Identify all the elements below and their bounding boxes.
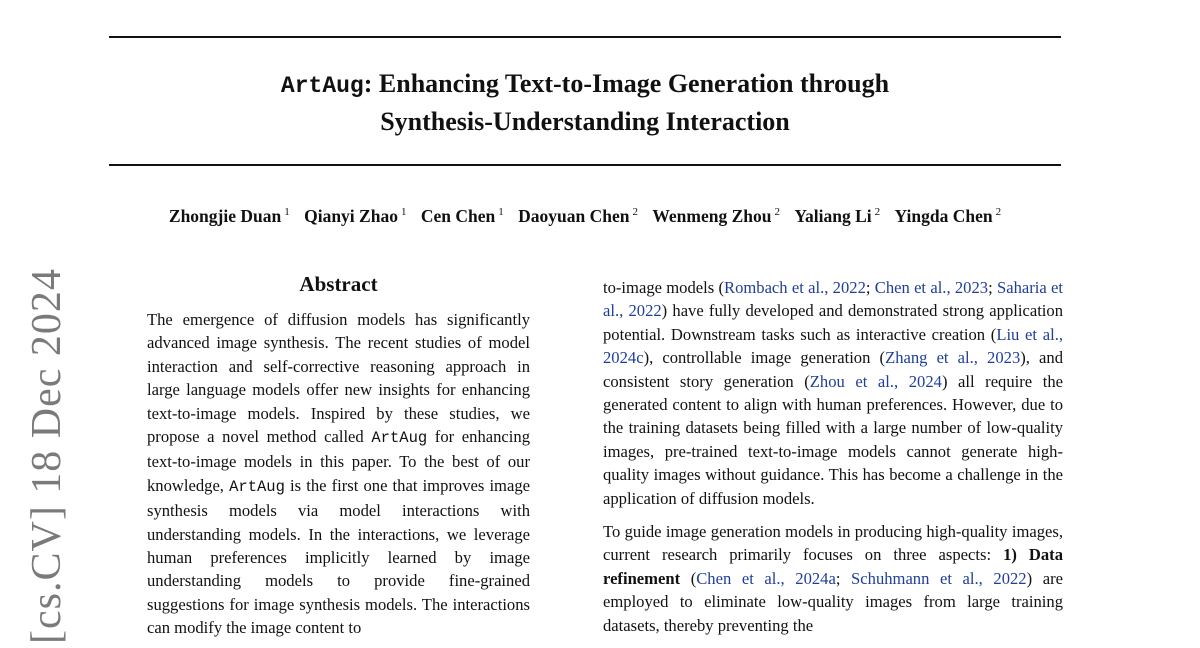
- citation-link[interactable]: Chen et al., 2024a: [696, 568, 836, 588]
- system-name-inline: ArtAug: [229, 477, 285, 496]
- title-line2: Synthesis-Understanding Interaction: [380, 107, 790, 136]
- intro-paragraph-2: To guide image generation models in producing high-quality images, current research primarily focuses on three aspects: 1) Data refinement (Chen et al., 2024a; Schuhmann et al., 2022) are employed to eliminate low-quality images from large training datasets, thereby preventing the: [603, 522, 1064, 635]
- author-list: [0, 206, 1170, 227]
- abstract-heading: Abstract: [299, 272, 378, 296]
- author: Zhongjie Duan $^1$: [168, 206, 290, 226]
- author: Daoyuan Chen $^2$: [518, 206, 638, 226]
- intro-paragraph-1: to-image models (Rombach et al., 2022; Chen et al., 2023; Saharia et al., 2022) have fully developed and demonstrated strong application potential. Downstream tasks such as interactive creation (Liu et al., 2024c), controllable image generation (Zhang et al., 2023), and consistent story generation (Zhou et al., 2024) all require the generated content to align with human preferences. However, due to the training datasets being filled with a large number of low-quality images, pre-trained text-to-image models cannot generate high-quality images without guidance. This has become a challenge in the application of diffusion models.: [603, 278, 1064, 508]
- paper-title: [109, 66, 1061, 140]
- abstract-body: The emergence of diffusion models has significantly advanced image synthesis. The recent studies of model interaction and self-corrective reasoning approach in large language models offer new insights for enhancing text-to-image models. Inspired by these studies, we propose a novel method called ArtAug for enhancing text-to-image models in this paper. To the best of our knowledge, ArtAug is the first one that improves image synthesis models via model interactions with understanding models. In the interactions, we leverage human preferences implicitly learned by image understanding models to provide fine-grained suggestions for image synthesis models. The interactions can modify the image content to: [147, 310, 530, 638]
- title-rule-top: [109, 36, 1061, 38]
- author: Qianyi Zhao $^1$: [304, 206, 407, 226]
- citation-link[interactable]: Schuhmann et al., 2022: [851, 568, 1027, 588]
- citation-link[interactable]: Saharia et al., 2022: [603, 278, 1063, 321]
- author: Cen Chen $^1$: [420, 206, 504, 226]
- citation-link[interactable]: Zhou et al., 2024: [809, 371, 942, 391]
- bold-term: 1) Data refinement: [603, 545, 1064, 588]
- author: Yaliang Li $^2$: [794, 206, 881, 226]
- citation-link[interactable]: Chen et al., 2023: [874, 278, 989, 297]
- author: Wenmeng Zhou $^2$: [652, 206, 780, 226]
- citation-link[interactable]: Liu et al., 2024c: [603, 324, 1064, 368]
- system-name-inline: ArtAug: [371, 429, 428, 448]
- citation-link[interactable]: Zhang et al., 2023: [885, 348, 1021, 368]
- intro-column: [603, 276, 1063, 637]
- title-rule-bottom: [109, 164, 1061, 166]
- citation-link[interactable]: Rombach et al., 2022: [724, 278, 866, 297]
- title-system-name: ArtAug: [280, 73, 364, 99]
- arxiv-sidebar-stamp: [cs.CV] 18 Dec 2024: [24, 268, 70, 644]
- title-line1: : Enhancing Text-to-Image Generation through: [363, 69, 890, 98]
- author: Yingda Chen $^2$: [894, 206, 1002, 226]
